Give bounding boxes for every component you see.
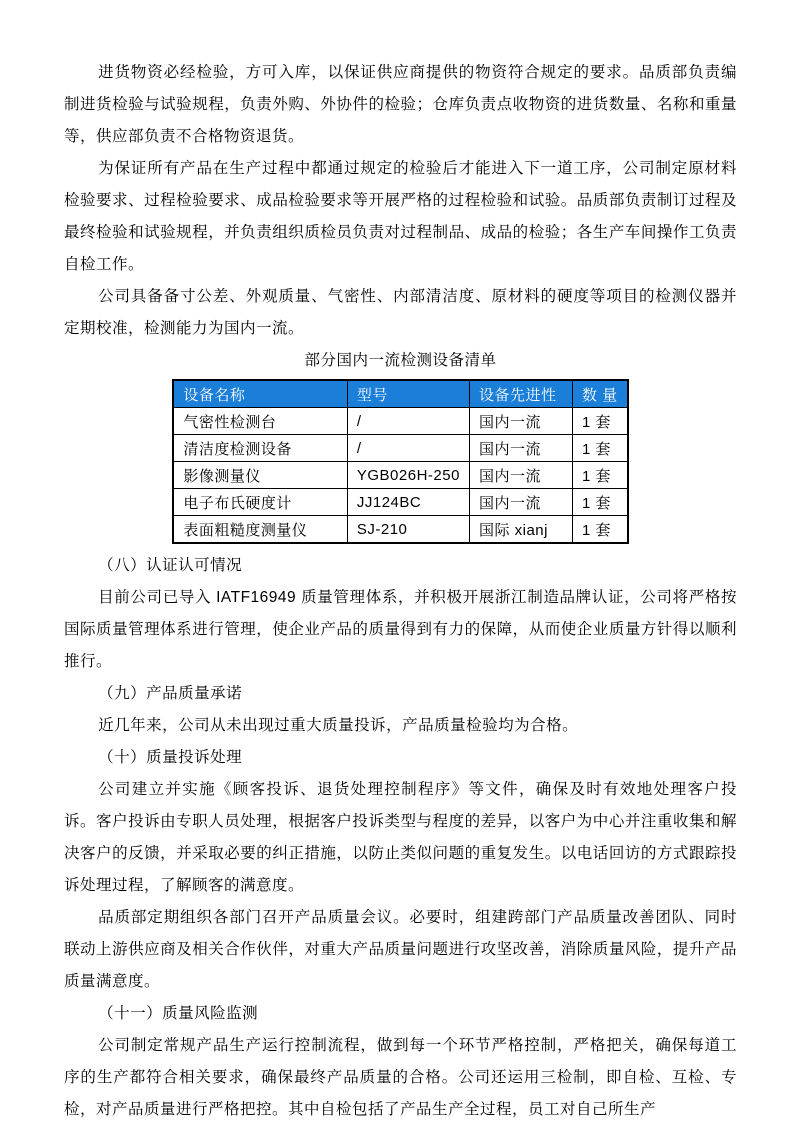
- paragraph-complaint-handling: 公司建立并实施《顾客投诉、退货处理控制程序》等文件，确保及时有效地处理客户投诉。客户投诉由专职人员处理，根据客户投诉类型与程度的差异，以客户为中心并注重收集和解决客户的反馈，并采取必要的纠正措施，以防止类似问题的重复发生。以电话回访的方式跟踪投诉处理过程，了解顾客的满意度。: [64, 781, 737, 894]
- table-row: [173, 408, 627, 435]
- paragraph-certification: 目前公司已导入 IATF16949 质量管理体系，并积极开展浙江制造品牌认证，公司将严格按国际质量管理体系进行管理，使企业产品的质量得到有力的保障，从而使企业质量方针得以顺利推行。: [64, 589, 737, 670]
- paragraph-quality-promise: 近几年来，公司从未出现过重大质量投诉，产品质量检验均为合格。: [98, 717, 579, 734]
- table-row: [173, 516, 627, 544]
- table-cell-equipment-name: 电子布氏硬度计: [173, 489, 347, 516]
- table-cell-advancement: 国内一流: [469, 435, 572, 462]
- table-cell-advancement: 国内一流: [469, 462, 572, 489]
- column-header-quantity: 数 量: [572, 380, 627, 408]
- table-cell-quantity: 1 套: [572, 489, 627, 516]
- column-header-equipment-name: 设备名称: [173, 380, 347, 408]
- section-heading-quality-promise: （九）产品质量承诺: [98, 685, 243, 702]
- table-row: [173, 462, 627, 489]
- table-cell-quantity: 1 套: [572, 408, 627, 435]
- table-cell-quantity: 1 套: [572, 435, 627, 462]
- table-row: [173, 435, 627, 462]
- table-cell-advancement: 国内一流: [469, 489, 572, 516]
- table-cell-quantity: 1 套: [572, 516, 627, 544]
- paragraph-process-inspection: 为保证所有产品在生产过程中都通过规定的检验后才能进入下一道工序，公司制定原材料检验要求、过程检验要求、成品检验要求等开展严格的过程检验和试验。品质部负责制订过程及最终检验和试验规程，并负责组织质检员负责对过程制品、成品的检验；各生产车间操作工负责自检工作。: [64, 160, 737, 273]
- table-cell-equipment-name: 清洁度检测设备: [173, 435, 347, 462]
- table-header-row: [173, 380, 627, 408]
- table-cell-model: /: [347, 408, 469, 435]
- paragraph-risk-monitoring: 公司制定常规产品生产运行控制流程，做到每一个环节严格控制，严格把关，确保每道工序的生产都符合相关要求，确保最终产品质量的合格。公司还运用三检制，即自检、互检、专检，对产品质量进行严格把控。其中自检包括了产品生产全过程，员工对自己所生产: [64, 1037, 737, 1118]
- equipment-table: [172, 379, 628, 544]
- table-cell-model: SJ-210: [347, 516, 469, 544]
- section-heading-complaint-handling: （十）质量投诉处理: [98, 749, 243, 766]
- table-cell-model: JJ124BC: [347, 489, 469, 516]
- paragraph-incoming-inspection: 进货物资必经检验，方可入库，以保证供应商提供的物资符合规定的要求。品质部负责编制进货检验与试验规程，负责外购、外协件的检验；仓库负责点收物资的进货数量、名称和重量等，供应部负责不合格物资退货。: [64, 64, 737, 145]
- table-title: 部分国内一流检测设备清单: [304, 352, 497, 369]
- table-cell-equipment-name: 气密性检测台: [173, 408, 347, 435]
- paragraph-testing-equipment: 公司具备备寸公差、外观质量、气密性、内部清洁度、原材料的硬度等项目的检测仪器并定期校准，检测能力为国内一流。: [64, 288, 737, 337]
- section-heading-certification: （八）认证认可情况: [98, 557, 243, 574]
- paragraph-quality-meetings: 品质部定期组织各部门召开产品质量会议。必要时，组建跨部门产品质量改善团队、同时联动上游供应商及相关合作伙伴，对重大产品质量问题进行攻坚改善，消除质量风险，提升产品质量满意度。: [64, 909, 737, 990]
- table-cell-quantity: 1 套: [572, 462, 627, 489]
- table-cell-equipment-name: 表面粗糙度测量仪: [173, 516, 347, 544]
- section-heading-risk-monitoring: （十一）质量风险监测: [98, 1005, 259, 1022]
- table-row: [173, 489, 627, 516]
- table-cell-advancement: 国际 xianj: [469, 516, 572, 544]
- table-cell-model: YGB026H-250: [347, 462, 469, 489]
- table-cell-equipment-name: 影像测量仪: [173, 462, 347, 489]
- table-cell-model: /: [347, 435, 469, 462]
- table-cell-advancement: 国内一流: [469, 408, 572, 435]
- column-header-model: 型号: [347, 380, 469, 408]
- column-header-advancement: 设备先进性: [469, 380, 572, 408]
